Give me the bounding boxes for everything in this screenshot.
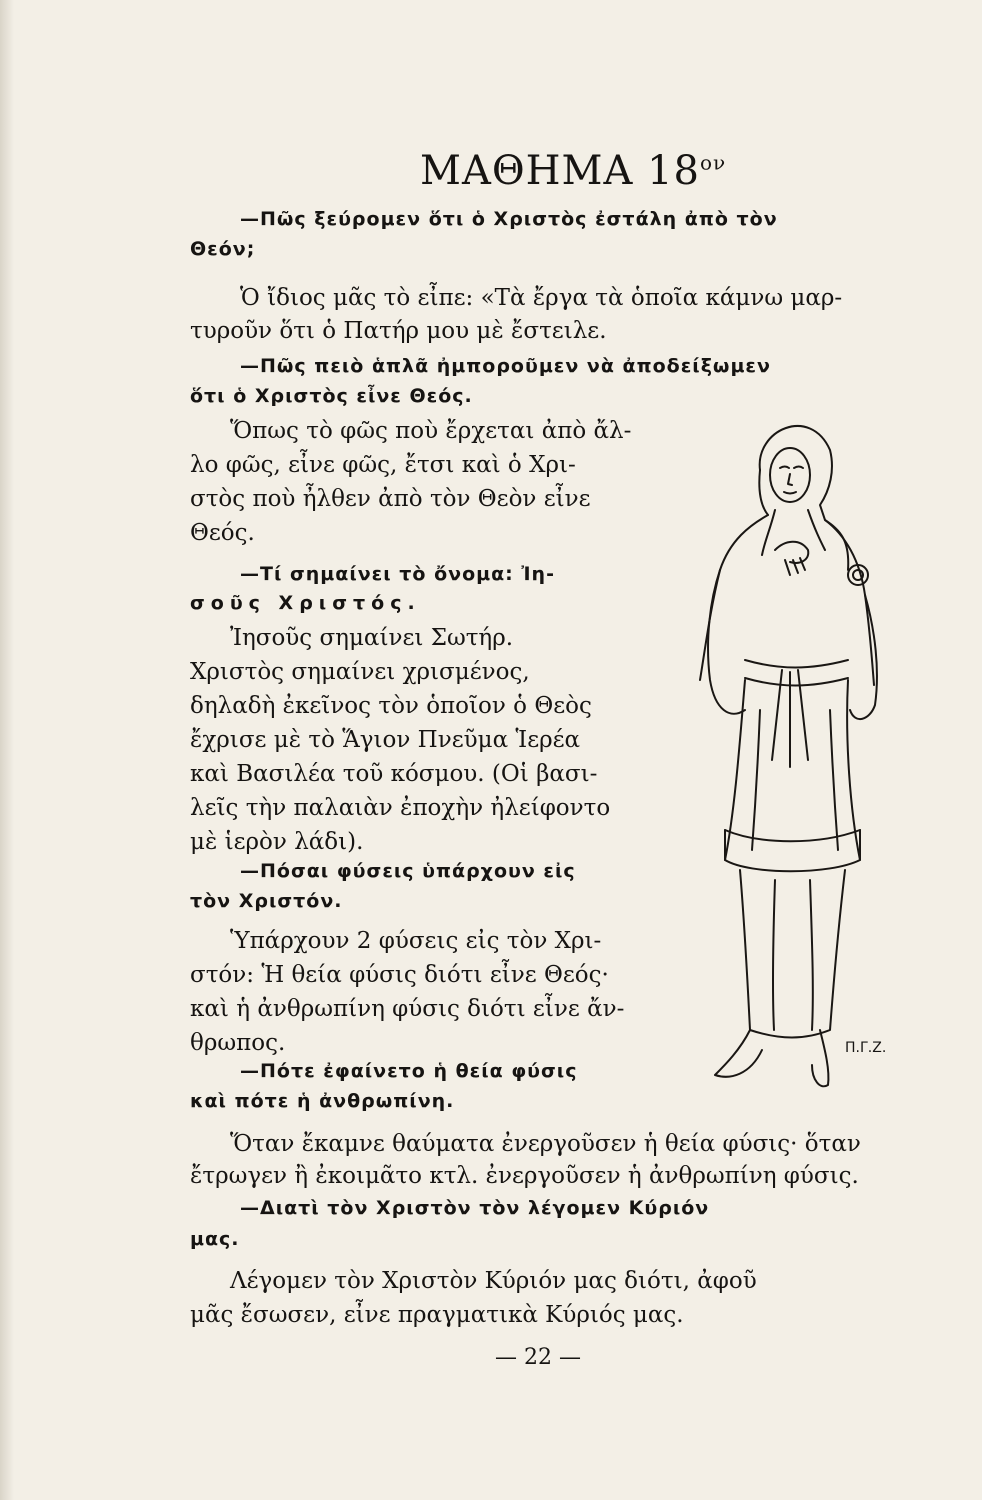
answer-3-line-2: Χριστὸς σημαίνει χρισμένος, [190, 659, 530, 685]
answer-3-line-4: ἔχρισε μὲ τὸ Ἅγιον Πνεῦμα Ἱερέα [190, 727, 581, 753]
answer-2-line-3: στὸς ποὺ ἦλθεν ἀπὸ τὸν Θεὸν εἶνε [190, 486, 591, 512]
question-6-line-2: μας. [190, 1228, 240, 1250]
answer-5-line-1: Ὅταν ἔκαμνε θαύματα ἐνεργοῦσεν ἡ θεία φύσις· ὅταν [230, 1131, 861, 1157]
page-gutter-shadow [0, 0, 14, 1500]
answer-6-line-1: Λέγομεν τὸν Χριστὸν Κύριόν μας διότι, ἀφοῦ [230, 1268, 757, 1294]
question-2-line-1: —Πῶς πειὸ ἁπλᾶ ἠμποροῦμεν νὰ ἀποδείξωμεν [240, 355, 771, 377]
christ-figure-illustration [690, 410, 890, 1100]
answer-1-line-1: Ὁ ἴδιος μᾶς τὸ εἶπε: «Τὰ ἔργα τὰ ὁποῖα κάμνω μαρ- [240, 285, 843, 311]
question-5-line-2: καὶ πότε ἡ ἀνθρωπίνη. [190, 1090, 455, 1112]
answer-3-line-3: δηλαδὴ ἐκεῖνος τὸν ὁποῖον ὁ Θεὸς [190, 693, 592, 719]
answer-4-line-4: θρωπος. [190, 1030, 286, 1056]
answer-4-line-3: καὶ ἡ ἀνθρωπίνη φύσις διότι εἶνε ἄν- [190, 996, 625, 1022]
answer-2-line-4: Θεός. [190, 520, 255, 546]
page-number: — 22 — [495, 1345, 581, 1370]
question-6-line-1: —Διατὶ τὸν Χριστὸν τὸν λέγομεν Κύριόν [240, 1197, 710, 1219]
answer-5-line-2: ἔτρωγεν ἢ ἐκοιμᾶτο κτλ. ἐνεργοῦσεν ἡ ἀνθρωπίνη φύσις. [190, 1163, 859, 1189]
question-4-line-2: τὸν Χριστόν. [190, 890, 343, 912]
question-5-line-1: —Πότε ἐφαίνετο ἡ θεία φύσις [240, 1060, 578, 1082]
question-3-line-1: —Τί σημαίνει τὸ ὄνομα: Ἰη- [240, 563, 555, 585]
illustrator-signature: Π.Γ.Ζ. [845, 1040, 887, 1056]
answer-4-line-2: στόν: Ἡ θεία φύσις διότι εἶνε Θεός· [190, 962, 609, 988]
lesson-title-suffix: ον [699, 150, 727, 175]
question-2-line-2: ὅτι ὁ Χριστὸς εἶνε Θεός. [190, 385, 473, 407]
answer-3-line-1: Ἰησοῦς σημαίνει Σωτήρ. [230, 625, 514, 651]
question-4-line-1: —Πόσαι φύσεις ὑπάρχουν εἰς [240, 860, 576, 882]
lesson-title-text: ΜΑΘΗΜΑ 18 [420, 148, 700, 194]
question-1-line-1: —Πῶς ξεύρομεν ὅτι ὁ Χριστὸς ἐστάλη ἀπὸ τὸν [240, 208, 778, 230]
answer-3-line-5: καὶ Βασιλέα τοῦ κόσμου. (Οἱ βασι- [190, 761, 598, 787]
answer-2-line-1: Ὅπως τὸ φῶς ποὺ ἔρχεται ἀπὸ ἄλ- [230, 418, 632, 444]
answer-3-line-7: μὲ ἱερὸν λάδι). [190, 829, 364, 855]
question-1-line-2: Θεόν; [190, 238, 256, 260]
question-3-line-2: σοῦς Χριστός. [190, 592, 421, 614]
answer-3-line-6: λεῖς τὴν παλαιὰν ἐποχὴν ἠλείφοντο [190, 795, 611, 821]
answer-6-line-2: μᾶς ἔσωσεν, εἶνε πραγματικὰ Κύριός μας. [190, 1302, 684, 1328]
lesson-title [420, 148, 726, 194]
answer-4-line-1: Ὑπάρχουν 2 φύσεις εἰς τὸν Χρι- [230, 928, 602, 954]
answer-2-line-2: λο φῶς, εἶνε φῶς, ἔτσι καὶ ὁ Χρι- [190, 452, 576, 478]
answer-1-line-2: τυροῦν ὅτι ὁ Πατήρ μου μὲ ἔστειλε. [190, 318, 607, 344]
